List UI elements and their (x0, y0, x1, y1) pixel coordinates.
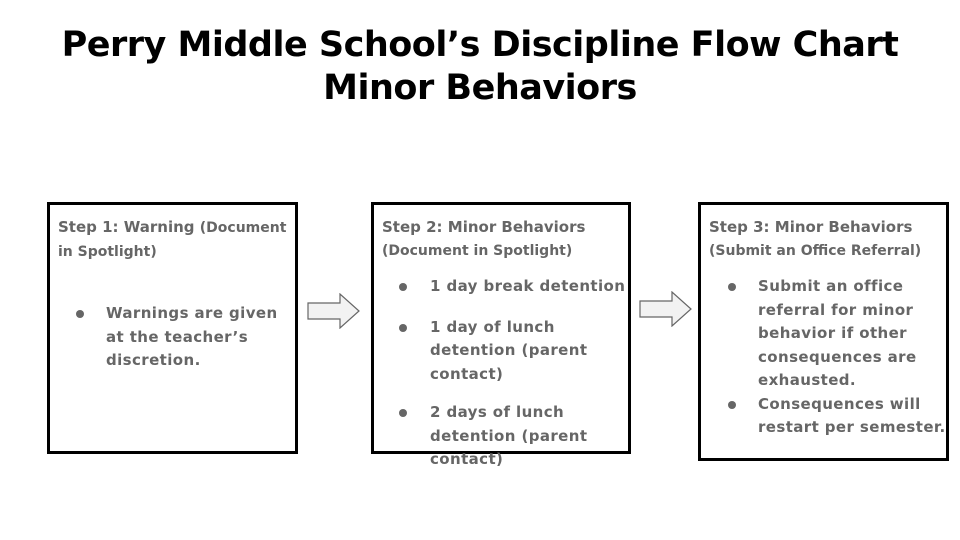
step-1-title: Step 1: Warning (58, 218, 195, 236)
list-item-text: Consequences will restart per semester. (758, 394, 946, 436)
list-item-text: 2 days of lunch detention (parent contact) (430, 403, 588, 468)
step-3-title: Step 3: Minor Behaviors (709, 218, 913, 236)
bullet-icon (399, 283, 407, 291)
list-item (430, 316, 630, 387)
bullet-icon (399, 324, 407, 332)
right-arrow-icon (307, 293, 361, 329)
list-item (430, 275, 630, 299)
list-item-text: Warnings are given at the teacher’s discretion. (106, 304, 278, 369)
step-3-heading (709, 216, 940, 263)
bullet-icon (728, 401, 736, 409)
page-subtitle: Minor Behaviors (323, 68, 637, 108)
step-3-list (758, 275, 948, 440)
list-item-text: Submit an office referral for minor behavior if other consequences are exhausted. (758, 277, 917, 389)
step-2-heading (382, 216, 622, 263)
bullet-icon (399, 409, 407, 417)
step-2-title: Step 2: Minor Behaviors (382, 218, 586, 236)
step-2-subtitle: (Document in Spotlight) (382, 243, 573, 259)
step-2-list (430, 275, 630, 472)
list-item (758, 275, 948, 393)
bullet-icon (76, 310, 84, 318)
right-arrow-icon (639, 291, 693, 327)
list-item (430, 401, 630, 472)
step-3-subtitle: (Submit an Office Referral) (709, 243, 922, 259)
step-3-box (698, 202, 949, 461)
list-item-text: 1 day break detention (430, 277, 626, 295)
step-2-box (371, 202, 631, 468)
step-1-list (106, 302, 296, 373)
page-title: Perry Middle School’s Discipline Flow Chart (61, 25, 899, 65)
list-item (758, 393, 948, 440)
step-1-box (47, 202, 298, 454)
list-item-text: 1 day of lunch detention (parent contact) (430, 317, 588, 383)
list-item (106, 302, 296, 373)
step-1-subtitle: (Document in Spotlight) (58, 220, 287, 260)
step-1-heading (58, 216, 289, 264)
bullet-icon (728, 283, 736, 291)
